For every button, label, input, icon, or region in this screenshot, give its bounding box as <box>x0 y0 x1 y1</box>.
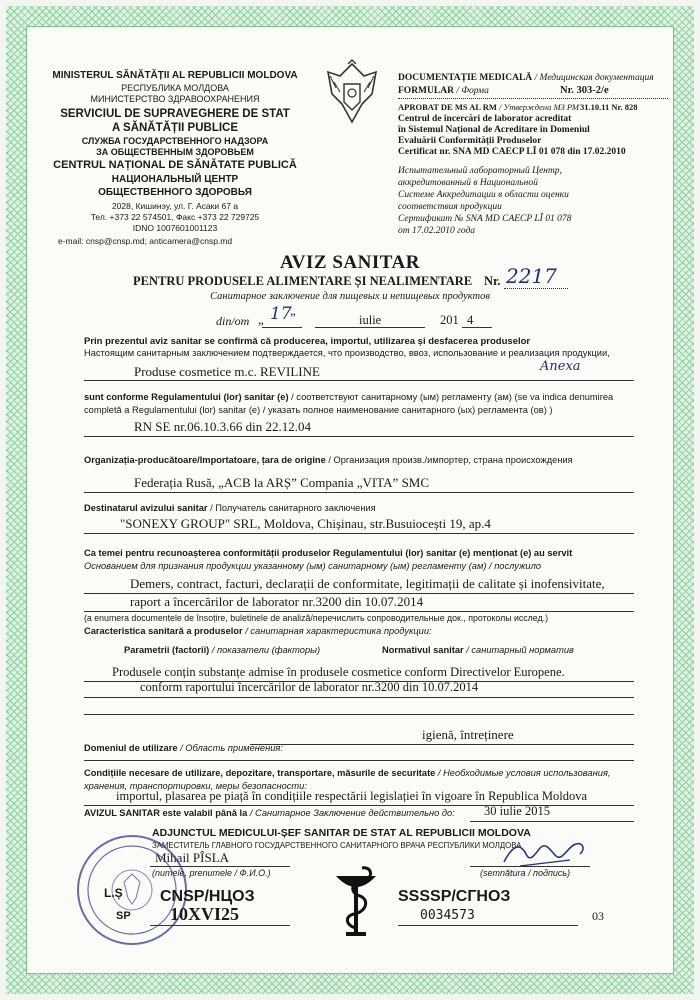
serial-number: 0034573 <box>420 908 475 923</box>
basis-value-1: Demers, contract, facturi, declarații de conformitate, legitimații de calitate și inofensivitate, <box>130 576 605 591</box>
parameters-ru: / показатели (факторы) <box>209 645 321 655</box>
lab-ro-3: Evaluării Conformității Produselor <box>398 136 542 146</box>
formular-line <box>398 86 489 96</box>
regulation-label-2: completă a Regulamentului (lor) sanitar (e) / указать полное наименование санитарного (ых) регламента (ов) ) <box>84 405 553 415</box>
parameters-label: Parametrii (factorii) <box>124 645 210 655</box>
center-ru-2: ОБЩЕСТВЕННОГО ЗДОРОВЬЯ <box>98 187 252 198</box>
basis-label-ru: Основанием для признания продукции указанному (ым) санитарному (ым) регламенту (ам) / послужило <box>84 561 541 571</box>
doc-medical-ru: / Медицинская документация <box>532 73 654 83</box>
producer-label-bold: Organizația-producătoare/Importatoare, țara de origine <box>84 455 326 465</box>
service-ro-2: A SĂNĂTĂȚII PUBLICE <box>111 122 239 134</box>
confirm-ru: Настоящим санитарным заключением подтверждается, что производство, ввоз, использование и реализация продукции, <box>84 348 610 358</box>
lab-ru-5: Сертификат № SNA MD CAECP LÎ 01 078 <box>398 214 572 224</box>
service-ro-1: SERVICIUL DE SUPRAVEGHERE DE STAT <box>60 108 290 120</box>
date-prefix: din/от <box>216 314 250 328</box>
approved-line <box>398 102 579 112</box>
norm-ru: / санитарный норматив <box>463 645 574 655</box>
usage-label-rest: / Область применения: <box>177 743 283 753</box>
document-page: MINISTERUL SĂNĂTĂȚII AL REPUBLICII MOLDOVA РЕСПУБЛИКА МОЛДОВА МИНИСТЕРСТВО ЗДРАВООХРАНЕНИЯ SERVICIUL DE SUPRAVEGHERE DE STAT A SĂNĂTĂȚII PUBLICE СЛУЖБА ГОСУДАРСТВЕННОГО НАДЗОРА ЗА ОБЩЕСТВЕННЫМ ЗДОРОВЬЕМ CENTRUL NAȚIONAL DE SĂNĂTATE PUBLICĂ НАЦИОНАЛЬНЫЙ ЦЕНТР ОБЩЕСТВЕННОГО ЗДОРОВЬЯ 2028, Кишинэу, ул. Г. Асаки 67 а Тел. +373 22 574501, Факс +373 22 729725 IDNO 1007601001123 e-mail: cnsp@cnsp.md; anticamera@cnsp.md DOCUMENTAȚIE MEDICALĂ / Медицинская документация FORMULAR / Форма Nr. 303-2/e APROBAT DE MS AL RM / Утверждена МЗ РМ 31.10.11 Nr. 828 Centrul de încercări de laborator acreditat în Sistemul Național de Acreditare în Domeniul Evaluării Conformității Produselor Certificat nr. SNA MD CAECP LÎ 01 078 din 17.02.2010 Испытательный лабораторный Центр, аккредитованный в Национальной Системе Аккредитации в области оценки соответствия продукции Сертификат № SNA MD CAECP LÎ 01 078 от 17.02.2010 года AVIZ SANITAR PENTRU PRODUSELE ALIMENTARE ȘI NEALIMENTARE Nr. 2217 Санитарное заключение для пищевых и непищевых продуктов din/от „ 17 ” iulie 201 4 Prin prezentul aviz sanitar se confirmă că producerea, importul, utilizarea și desfacerea produselor Настоящим санитарным заключением подтверждается, что производство, ввоз, использование и реализация продукции, Produse cosmetice m.c. REVILINE Anexa sunt conforme Regulamentului (lor) sanitar (e) / соответствуют санитарному (ым) регламенту (ам) (se va indica denumirea completă a Regulamentului (lor) sanitar (e) / указать полное наименование санитарного (ых) регламента (ов) ) RN SE nr.06.10.3.66 din 22.12.04 Organizația-producătoare/Importatoare, țara de origine / Организация произв./импортер, страна происхождения Federația Rusă, „ACB la ARȘ” Compania „VITA” SMC Destinatarul avizului sanitar / Получатель санитарного заключения "SONEXY GROUP" SRL, Moldova, Chișinau, str.Busuiocești 19, ap.4 Ca temei pentru recunoașterea conformității produselor Regulamentului (lor) sanitar (e) menționat (e) au servit Основанием для признания продукции указанному (ым) санитарному (ым) регламенту (ам) / послужило Demers, contract, facturi, declarații de conformitate, legitimații de calitate și inofensivitate, raport a încercărilor de laborator nr.3200 din 10.07.2014 (a enumera documentele de însoțire, buletinele de analiză/перечислить сопроводительные док., протоколы исслед.) Caracteristica sanitară a produselor / санитарная характеристика продукции: Parametrii (factorii) / показатели (факторы) Normativul sanitar / санитарный норматив Produsele conțin substanțe admise în produsele cosmetice conform Directivelor Europene. conform raportului încercărilor de laborator nr.3200 din 10.07.2014 Domeniul de utilizare / Область применения: igienă, întreținere Condițiile necesare de utilizare, depozitare, transportare, măsurile de securitate / Необходимые условия использования, хранения, транспортировки, меры безопасности: importul, plasarea pe piață în condițiile respectării legislației în vigoare în Republica Moldova AVIZUL SANITAR este valabil până la / Санитарное Заключение действительно до: 30 iulie 2015 ADJUNCTUL MEDICULUI-ȘEF SANITAR DE STAT AL REPUBLICII MOLDOVA ЗАМЕСТИТЕЛЬ ГЛАВНОГО ГОСУДАРСТВЕННОГО САНИТАРНОГО ВРАЧА РЕСПУБЛИКИ МОЛДОВА Mihail PÎSLA (numele, prenumele / Ф.И.О.) (semnătura / подпись) L.Ș CNSP/НЦОЗ SP 10XVI25 SSSSP/СГНОЗ 0034573 03 <box>0 0 700 1000</box>
recipient-label-rest: / Получатель санитарного заключения <box>207 503 376 513</box>
regulation-value: RN SE nr.06.10.3.66 din 22.12.04 <box>134 419 311 434</box>
formular-ru: / Форма <box>453 86 489 96</box>
number-label: Nr. <box>484 274 501 288</box>
lab-ru-3: Системе Аккредитации в области оценки <box>398 190 569 200</box>
characteristics-value-1: Produsele conțin substanțe admise în produsele cosmetice conform Directivelor Europene. <box>112 665 565 679</box>
formular-label: FORMULAR <box>398 86 454 96</box>
norm-header <box>382 645 574 655</box>
lab-ru-1: Испытательный лабораторный Центр, <box>398 166 562 176</box>
date-month: iulie <box>359 313 382 327</box>
service-ru-1: СЛУЖБА ГОСУДАРСТВЕННОГО НАДЗОРА <box>81 136 269 146</box>
address: 2028, Кишинэу, ул. Г. Асаки 67 а <box>111 201 239 211</box>
divider <box>398 98 668 99</box>
caduceus-bowl-icon <box>328 858 384 938</box>
lab-ru-4: соответствия продукции <box>398 202 502 212</box>
series-code: 10XVI25 <box>170 904 240 924</box>
doc-medical-line <box>398 73 654 83</box>
recipient-value: "SONEXY GROUP" SRL, Moldova, Chișinau, str.Busuiocești 19, ap.4 <box>120 516 491 531</box>
lab-ru-6: от 17.02.2010 года <box>398 226 475 236</box>
form-number: Nr. 303-2/e <box>560 85 609 96</box>
signature-caption: (semnătura / подпись) <box>480 868 571 878</box>
characteristics-label <box>84 626 432 636</box>
characteristics-label-rest: / санитарная характеристика продукции: <box>242 626 432 636</box>
conditions-label-rest: / Необходимые условия использования, <box>435 768 611 778</box>
characteristics-label-bold: Caracteristica sanitară a produselor <box>84 626 243 636</box>
signature-icon <box>500 836 590 872</box>
approved-ru: / Утверждена МЗ РМ <box>496 102 579 112</box>
idno: IDNO 1007601001123 <box>132 223 218 233</box>
validity-label-rest: / Санитарное Заключение действительно до: <box>247 808 455 818</box>
page-title: AVIZ SANITAR <box>280 252 420 273</box>
ministry-ru-1: РЕСПУБЛИКА МОЛДОВА <box>121 83 229 93</box>
page-number: 03 <box>592 909 604 923</box>
usage-value: igienă, întreținere <box>422 727 514 742</box>
validity-label-bold: AVIZUL SANITAR este valabil până la <box>84 808 248 818</box>
date-year-digit: 4 <box>467 313 474 327</box>
basis-note: (a enumera documentele de însoțire, buletinele de analiză/перечислить сопроводительные док., протоколы исслед.) <box>84 613 549 623</box>
date-day: 17 <box>270 304 292 324</box>
regulation-label-rest: / соответствуют санитарному (ым) регламенту (ам) (se va indica denumirea <box>288 392 614 402</box>
characteristics-value-2: conform raportului încercărilor de laborator nr.3200 din 10.07.2014 <box>140 680 479 694</box>
title-ru: Санитарное заключение для пищевых и непищевых продуктов <box>210 291 490 302</box>
ssssp-code: SSSSP/СГНОЗ <box>398 888 511 905</box>
center-ru-1: НАЦИОНАЛЬНЫЙ ЦЕНТР <box>111 174 239 185</box>
phones: Тел. +373 22 574501, Факс +373 22 729725 <box>90 212 260 222</box>
approved-label: APROBAT DE MS AL RM <box>398 102 497 112</box>
conditions-value: importul, plasarea pe piață în condițiile respectării legislației în vigoare în Republica Moldova <box>116 789 588 803</box>
signatory-title-ro: ADJUNCTUL MEDICULUI-ȘEF SANITAR DE STAT AL REPUBLICII MOLDOVA <box>152 827 531 839</box>
number-underline <box>504 288 568 289</box>
sp-mark: SP <box>116 910 131 922</box>
certificate-number: 2217 <box>506 264 557 288</box>
basis-label: Ca temei pentru recunoașterea conformității produselor Regulamentului (lor) sanitar (e) menționat (e) au servit <box>84 548 573 558</box>
regulation-label-bold: sunt conforme Regulamentului (lor) sanitar (e) <box>84 392 289 402</box>
lab-ro-1: Centrul de încercări de laborator acreditat <box>398 114 572 124</box>
usage-label-bold: Domeniul de utilizare <box>84 743 178 753</box>
basis-value-2: raport a încercărilor de laborator nr.3200 din 10.07.2014 <box>130 594 424 609</box>
ministry-ro: MINISTERUL SĂNĂTĂȚII AL REPUBLICII MOLDOVA <box>52 70 298 81</box>
service-ru-2: ЗА ОБЩЕСТВЕННЫМ ЗДОРОВЬЕМ <box>96 147 254 157</box>
page-subtitle: PENTRU PRODUSELE ALIMENTARE ȘI NEALIMENTARE <box>133 274 473 288</box>
date-year-prefix: 201 <box>440 313 459 327</box>
producer-label-rest: / Организация произв./импортер, страна происхождения <box>325 455 573 465</box>
producer-label <box>84 455 573 465</box>
doc-medical-label: DOCUMENTAȚIE MEDICALĂ <box>398 73 533 83</box>
conditions-label-ru: хранения, транспортировки, меры безопасности: <box>84 781 307 791</box>
signatory-name: Mihail PÎSLA <box>155 850 230 865</box>
coat-of-arms-icon <box>322 58 382 130</box>
parameters-header <box>124 645 320 655</box>
cnsp-code: CNSP/НЦОЗ <box>160 888 255 905</box>
annex-note: Anexa <box>540 359 581 374</box>
center-ro: CENTRUL NAȚIONAL DE SĂNĂTATE PUBLICĂ <box>53 159 297 171</box>
lab-ro-4: Certificat nr. SNA MD CAECP LÎ 01 078 din 17.02.2010 <box>398 147 626 157</box>
conditions-label-bold: Condițiile necesare de utilizare, depozitare, transportare, măsurile de securitate <box>84 768 436 778</box>
lab-ru-2: аккредитованный в Национальной <box>398 178 538 188</box>
ls-mark: L.Ș <box>104 886 123 900</box>
email: e-mail: cnsp@cnsp.md; anticamera@cnsp.md <box>58 236 233 246</box>
recipient-label <box>84 503 376 513</box>
regulation-label-1 <box>84 392 613 402</box>
producer-value: Federația Rusă, „ACB la ARȘ” Compania „VITA” SMC <box>134 475 430 490</box>
conditions-label <box>84 768 610 778</box>
validity-label <box>84 808 455 818</box>
ministry-ru-2: МИНИСТЕРСТВО ЗДРАВООХРАНЕНИЯ <box>90 94 260 104</box>
validity-value: 30 iulie 2015 <box>484 804 550 818</box>
confirm-ro: Prin prezentul aviz sanitar se confirmă că producerea, importul, utilizarea și desfacerea produselor <box>84 336 531 347</box>
signatory-title-ru: ЗАМЕСТИТЕЛЬ ГЛАВНОГО ГОСУДАРСТВЕННОГО САНИТАРНОГО ВРАЧА РЕСПУБЛИКИ МОЛДОВА <box>152 841 522 850</box>
name-caption: (numele, prenumele / Ф.И.О.) <box>152 868 271 878</box>
recipient-label-bold: Destinatarul avizului sanitar <box>84 503 208 513</box>
approved-number: 31.10.11 Nr. 828 <box>580 102 638 112</box>
norm-label: Normativul sanitar <box>382 645 464 655</box>
product-name: Produse cosmetice m.c. REVILINE <box>134 364 320 379</box>
lab-ro-2: în Sistemul Național de Acreditare în Domeniul <box>398 125 590 135</box>
